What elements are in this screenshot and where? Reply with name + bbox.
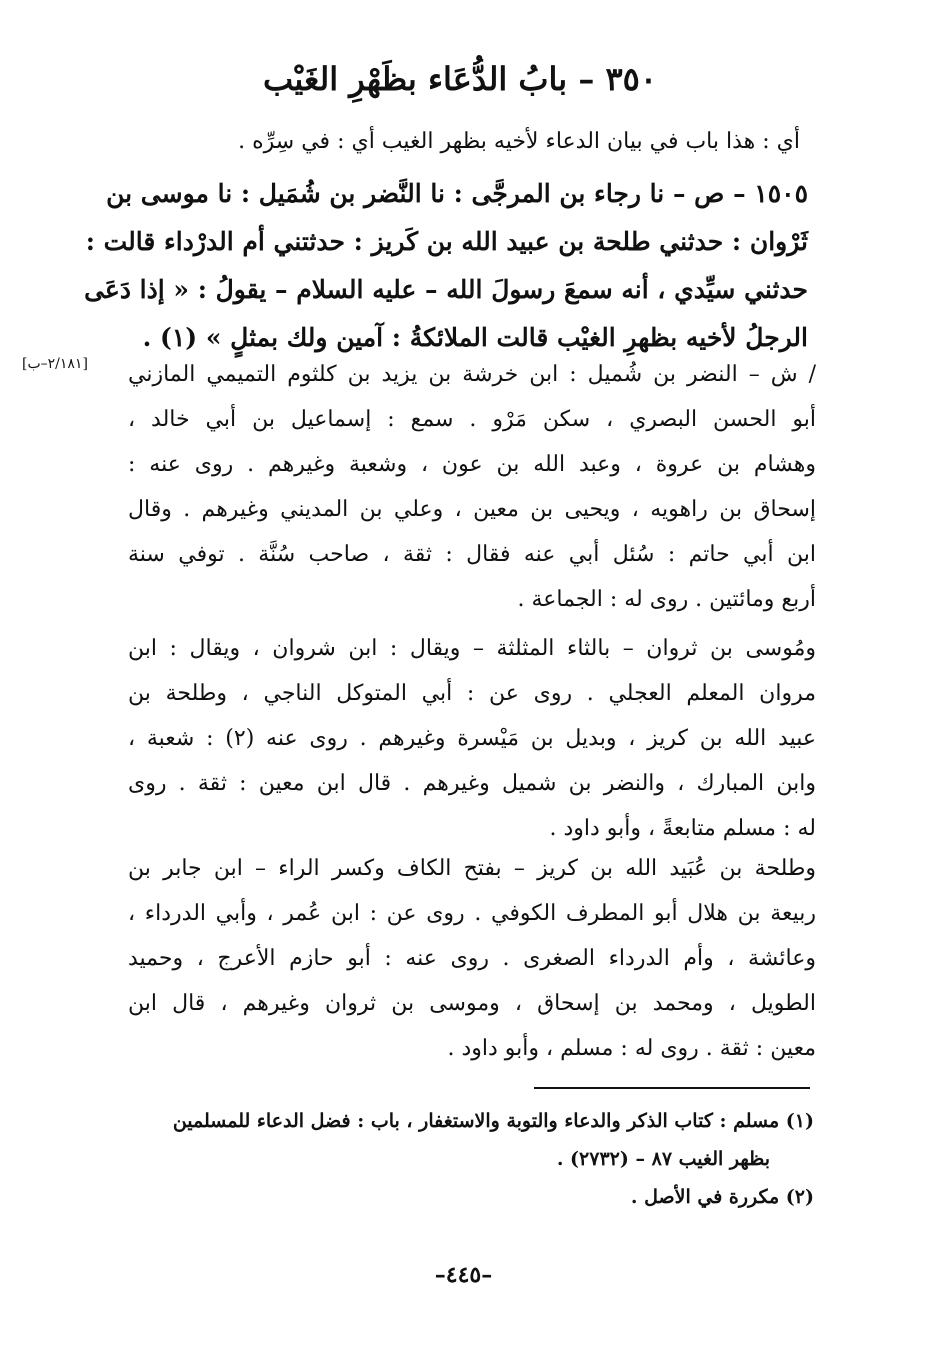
commentary-line: أربع ومائتين . روى له : الجماعة . [517,587,816,612]
manuscript-margin-reference: [٢/١٨١–ب] [22,356,88,372]
commentary-paragraph-1 [128,352,816,622]
footnote-2: (٢) مكررة في الأصل . [630,1186,814,1208]
commentary-line: الطويل ، ومحمد بن إسحاق ، وموسى بن ثروان وغيرهم ، قال ابن [128,991,816,1016]
commentary-paragraph-2 [128,626,816,851]
hadith-line: ١٥٠٥ – ص – نا رجاء بن المرجَّى : نا النَّضر بن شُمَيل : نا موسى بن [106,179,808,208]
commentary-line: معين : ثقة . روى له : مسلم ، وأبو داود . [447,1036,816,1061]
commentary-line: وابن المبارك ، والنضر بن شميل وغيرهم . قال ابن معين : ثقة . روى [128,771,816,796]
hadith-text [84,170,808,362]
commentary-line: ربيعة بن هلال أبو المطرف الكوفي . روى عن : ابن عُمر ، وأبي الدرداء ، [128,901,816,926]
commentary-line: / ش – النضر بن شُميل : ابن خرشة بن يزيد بن كلثوم التميمي المازني [128,362,816,387]
commentary-line: ابن أبي حاتم : سُئل أبي عنه فقال : ثقة ، صاحب سُنَّة . توفي سنة [128,542,816,567]
commentary-line: وهشام بن عروة ، وعبد الله بن عون ، وشعبة وغيرهم . روى عنه : [128,452,816,477]
intro-text: أي : هذا باب في بيان الدعاء لأخيه بظهر الغيب أي : في سِرِّه . [238,129,800,154]
footnote-1-continuation: بظهر الغيب ٨٧ – (٢٧٣٢) . [556,1148,770,1170]
commentary-line: إسحاق بن راهويه ، ويحيى بن معين ، وعلي بن المديني وغيرهم . وقال [128,497,816,522]
chapter-title [120,56,800,102]
commentary-line: أبو الحسن البصري ، سكن مَرْو . سمع : إسماعيل بن أبي خالد ، [128,407,816,432]
commentary-line: وطلحة بن عُبَيد الله بن كريز – بفتح الكاف وكسر الراء – ابن جابر بن [128,856,816,881]
commentary-line: ومُوسى بن ثروان – بالثاء المثلثة – ويقال : ابن شروان ، ويقال : ابن [128,636,816,661]
commentary-line: عبيد الله بن كريز ، وبديل بن مَيْسرة وغيرهم . روى عنه (٢) : شعبة ، [128,726,816,751]
hadith-line: ثَرْوان : حدثني طلحة بن عبيد الله بن كَريز : حدثتني أم الدرْداء قالت : [85,227,808,256]
footnote-1: (١) مسلم : كتاب الذكر والدعاء والتوبة والاستغفار ، باب : فضل الدعاء للمسلمين [172,1110,814,1132]
commentary-paragraph-3 [128,846,816,1071]
commentary-line: مروان المعلم العجلي . روى عن : أبي المتوكل الناجي ، وطلحة بن [128,681,816,706]
footnote-divider [534,1087,810,1089]
footnotes [128,1102,814,1216]
hadith-line: الرجلُ لأخيه بظهرِ الغيْب قالت الملائكةُ : آمين ولك بمثلٍ » (١) . [142,323,808,352]
hadith-line: حدثني سيِّدي ، أنه سمعَ رسولَ الله – عليه السلام – يقولُ : « إذا دَعَى [84,275,808,304]
chapter-intro [150,120,800,164]
page-number: –٤٤٥– [434,1262,493,1288]
commentary-line: وعائشة ، وأم الدرداء الصغرى . روى عنه : أبو حازم الأعرج ، وحميد [128,946,816,971]
chapter-title-text: ٣٥٠ – بابُ الدُّعَاء بظَهْرِ الغَيْب [262,60,658,98]
commentary-line: له : مسلم متابعةً ، وأبو داود . [549,816,816,841]
